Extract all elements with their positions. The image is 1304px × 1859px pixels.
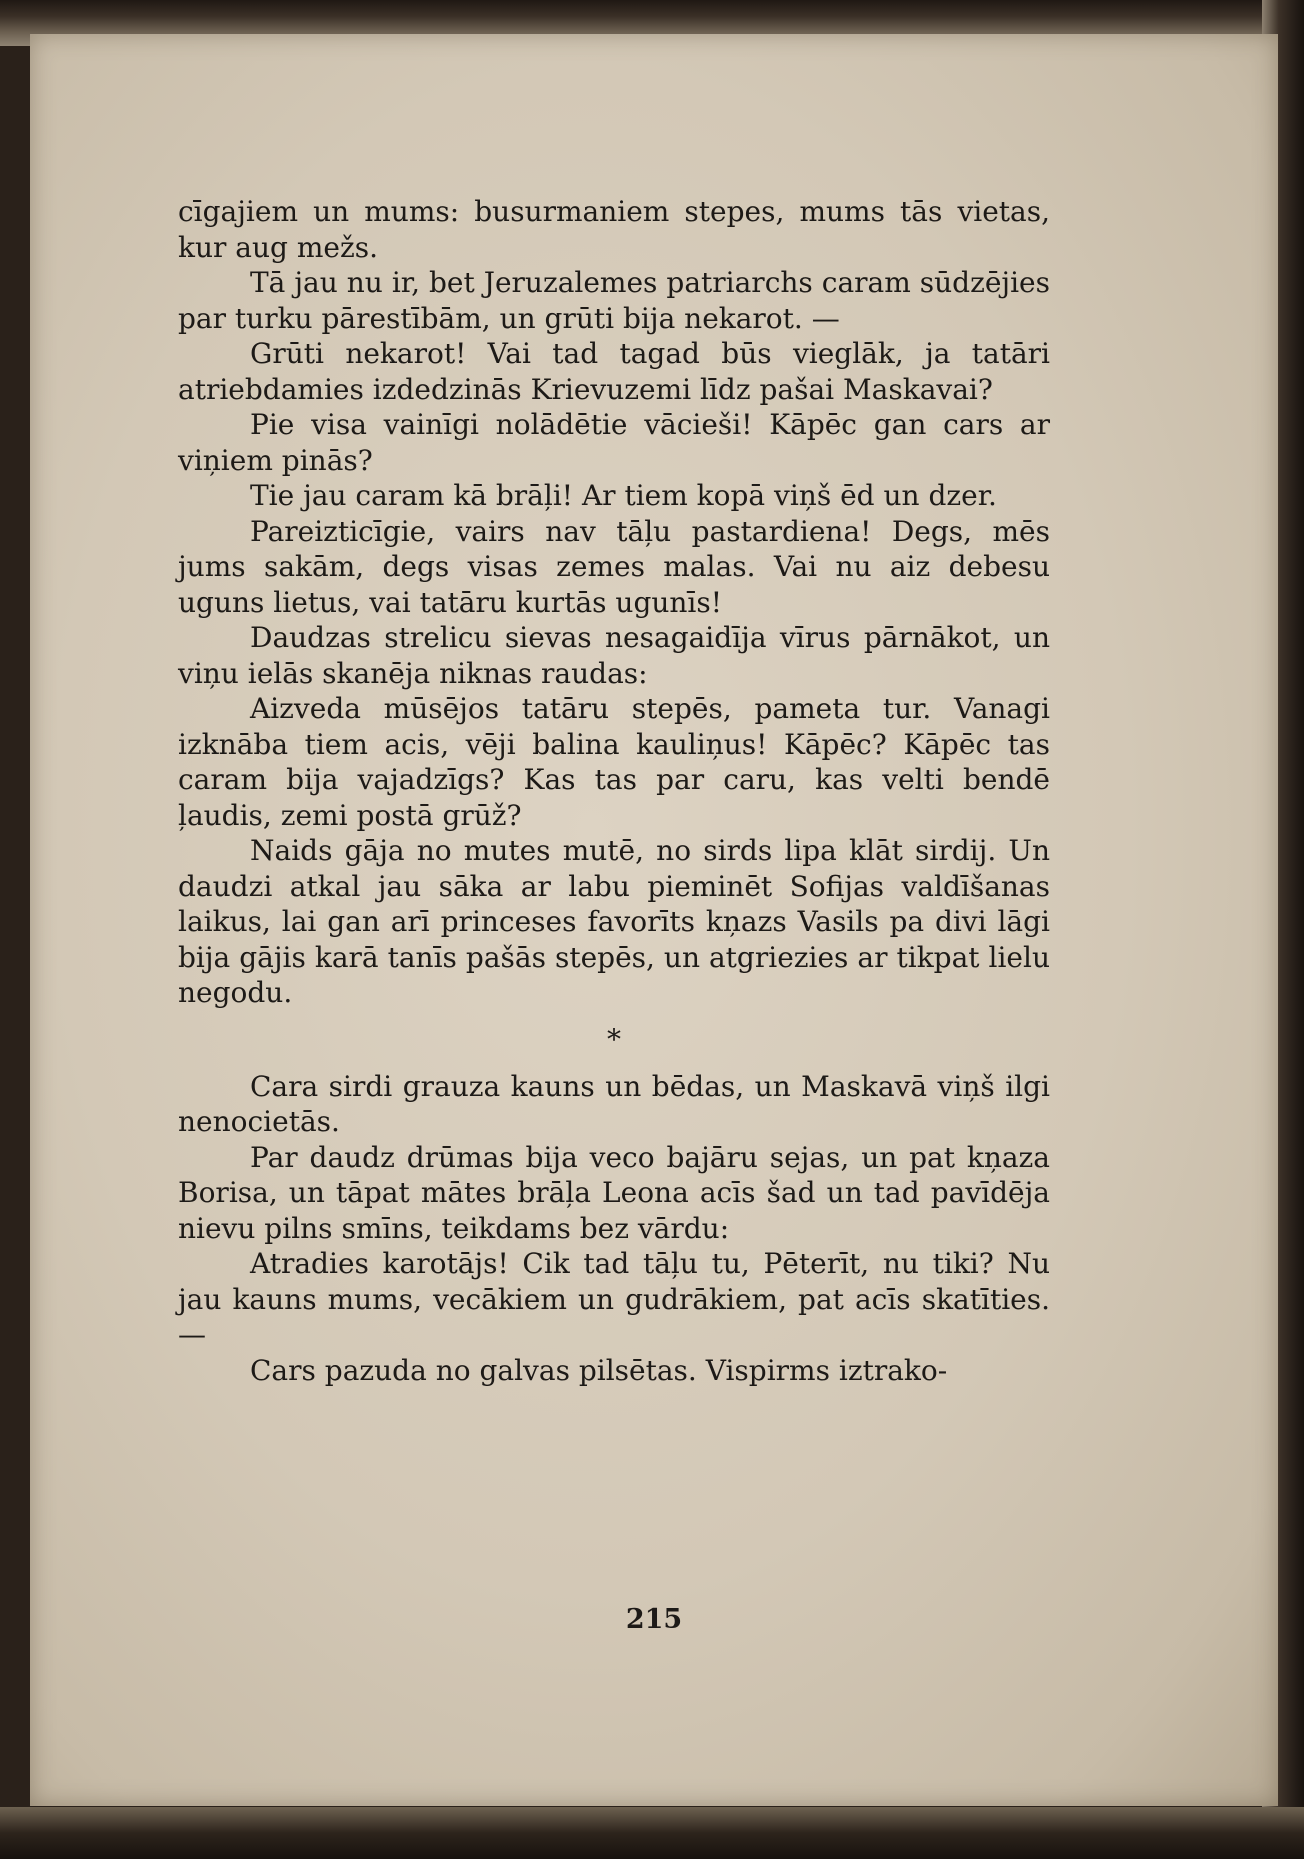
paragraph: Grūti nekarot! Vai tad tagad būs vieglāk, ja tatāri atriebdamies izdedzinās Krievuzemi līdz pašai Maskavai?: [178, 337, 1050, 406]
paragraph: Pie visa vainīgi nolādētie vācieši! Kāpēc gan cars ar viņiem pinās?: [178, 408, 1050, 477]
book-page: [30, 34, 1278, 1806]
paragraph: Tā jau nu ir, bet Jeruzalemes patriarchs caram sūdzējies par turku pārestībām, un grūti bija nekarot. —: [178, 266, 1050, 335]
paragraph: cīgajiem un mums: busurmaniem stepes, mums tās vietas, kur aug mežs.: [178, 195, 1050, 264]
page-body-text: [178, 194, 1050, 1388]
paragraph: Atradies karotājs! Cik tad tāļu tu, Pēterīt, nu tiki? Nu jau kauns mums, vecākiem un gudrākiem, pat acīs skatīties. —: [178, 1247, 1050, 1351]
paragraph: Tie jau caram kā brāļi! Ar tiem kopā viņš ēd un dzer.: [250, 479, 997, 512]
paragraph: Naids gāja no mutes mutē, no sirds lipa klāt sirdij. Un daudzi atkal jau sāka ar labu pieminēt Sofijas valdīšanas laikus, lai gan arī princeses favorīts kņazs Vasils pa divi lāgi bija gājis karā tanīs pašās stepēs, un atgriezies ar tikpat lielu negodu.: [178, 834, 1050, 1009]
page-number: 215: [625, 1604, 683, 1635]
bottom-page-edge: [0, 1807, 1304, 1859]
section-separator: *: [607, 1022, 621, 1056]
paragraph: Cara sirdi grauza kauns un bēdas, un Maskavā viņš ilgi nenocietās.: [178, 1069, 1050, 1138]
paragraph: Cars pazuda no galvas pilsētas. Vispirms iztrako-: [250, 1353, 948, 1387]
paragraph: Aizveda mūsējos tatāru stepēs, pameta tur. Vanagi izknāba tiem acis, vēji balina kauliņus! Kāpēc? Kāpēc tas caram bija vajadzīgs? Kas tas par caru, kas velti bendē ļaudis, zemi postā grūž?: [178, 692, 1050, 832]
paragraph: Daudzas strelicu sievas nesagaidīja vīrus pārnākot, un viņu ielās skanēja niknas raudas:: [178, 621, 1050, 690]
paragraph: Pareizticīgie, vairs nav tāļu pastardiena! Degs, mēs jums sakām, degs visas zemes malas. Vai nu aiz debesu uguns lietus, vai tatāru kurtās ugunīs!: [178, 514, 1050, 619]
paragraph: Par daudz drūmas bija veco bajāru sejas, un pat kņaza Borisa, un tāpat mātes brāļa Leona acīs šad un tad pavīdēja nievu pilns smīns, teikdams bez vārdu:: [178, 1140, 1050, 1245]
